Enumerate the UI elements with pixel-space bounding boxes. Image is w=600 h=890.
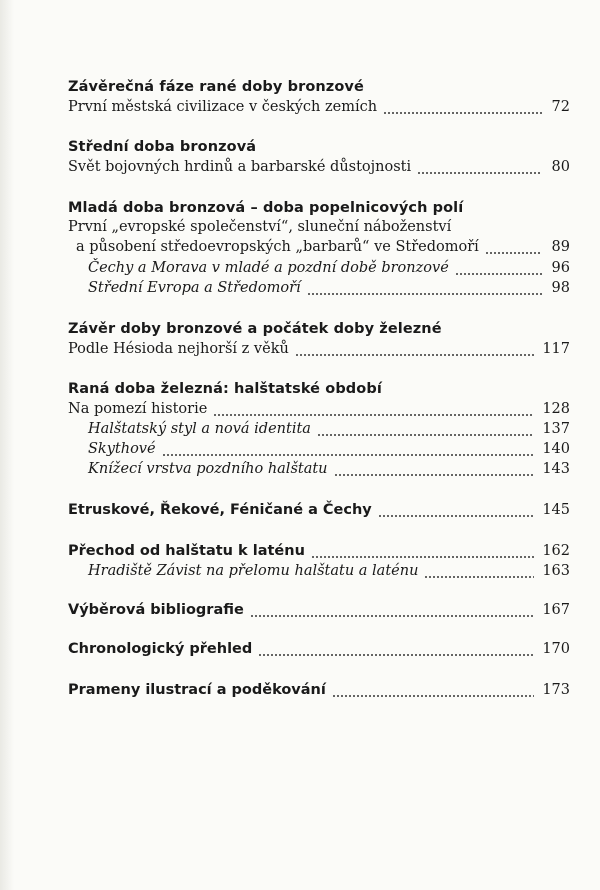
page-number: 163: [542, 563, 570, 579]
leader-dots: [424, 576, 534, 578]
toc-heading-entry[interactable]: [68, 543, 570, 563]
page-number: 162: [542, 543, 570, 559]
leader-dots: [317, 434, 534, 436]
toc-subentry[interactable]: [88, 260, 570, 280]
section-heading: Prameny ilustrací a poděkování: [68, 682, 326, 698]
entry-title: Střední Evropa a Středomoří: [88, 280, 301, 296]
toc-subentry[interactable]: [88, 461, 570, 481]
section-heading: Závěr doby bronzové a počátek doby železné: [68, 321, 442, 337]
toc-subentry[interactable]: [88, 563, 570, 583]
toc-entry[interactable]: [68, 401, 570, 421]
section-heading: Raná doba železná: halštatské období: [68, 381, 382, 397]
leader-dots: [332, 695, 534, 697]
entry-title: Svět bojovných hrdinů a barbarské důstojnosti: [68, 159, 412, 175]
leader-dots: [485, 252, 542, 254]
page-number: 80: [551, 159, 570, 175]
section-heading: Přechod od halštatu k laténu: [68, 543, 305, 559]
toc-entry[interactable]: [68, 159, 570, 179]
entry-title: Čechy a Morava v mladé a pozdní době bronzové: [88, 260, 449, 276]
leader-dots: [378, 515, 535, 517]
page-number: 137: [542, 421, 570, 437]
entry-title: a působení středoevropských „barbarů“ ve Středomoří: [76, 239, 479, 255]
section-heading: Chronologický přehled: [68, 641, 253, 657]
leader-dots: [417, 172, 542, 174]
leader-dots: [162, 454, 535, 456]
toc-subentry[interactable]: [88, 421, 570, 441]
toc-heading-entry[interactable]: [68, 502, 570, 522]
leader-dots: [383, 112, 542, 114]
page-number: 89: [551, 239, 570, 255]
page-number: 96: [551, 260, 570, 276]
leader-dots: [295, 354, 534, 356]
toc-subentry[interactable]: [88, 441, 570, 461]
entry-title: Na pomezí historie: [68, 401, 208, 417]
page-number: 173: [542, 682, 570, 698]
page-number: 128: [542, 401, 570, 417]
leader-dots: [334, 474, 535, 476]
entry-title-line: První „evropské společenství“, sluneční náboženství: [68, 219, 452, 235]
toc-heading-entry[interactable]: [68, 641, 570, 661]
page-number: 145: [542, 502, 570, 518]
entry-title: Halštatský styl a nová identita: [88, 421, 311, 437]
leader-dots: [213, 414, 534, 416]
page-number: 72: [551, 99, 570, 115]
section-heading: Střední doba bronzová: [68, 139, 257, 155]
leader-dots: [258, 654, 534, 656]
entry-title: Knížecí vrstva pozdního halštatu: [88, 461, 328, 477]
toc-entry[interactable]: [68, 99, 570, 119]
section-heading: Etruskové, Řekové, Féničané a Čechy: [68, 502, 372, 518]
entry-title: Skythové: [88, 441, 156, 457]
leader-dots: [455, 273, 542, 275]
page-number: 143: [542, 461, 570, 477]
page-number: 170: [542, 641, 570, 657]
page-number: 167: [542, 602, 570, 618]
section-heading: Mladá doba bronzová – doba popelnicových polí: [68, 200, 464, 216]
toc-heading-entry[interactable]: [68, 682, 570, 702]
entry-title: První městská civilizace v českých zemích: [68, 99, 378, 115]
page-number: 117: [542, 341, 570, 357]
toc-subentry[interactable]: [88, 280, 570, 300]
page-number: 140: [542, 441, 570, 457]
page-number: 98: [551, 280, 570, 296]
entry-title: Hradiště Závist na přelomu halštatu a laténu: [88, 563, 419, 579]
section-heading: Výběrová bibliografie: [68, 602, 244, 618]
leader-dots: [307, 293, 542, 295]
leader-dots: [311, 556, 534, 558]
toc-entry[interactable]: [76, 239, 570, 259]
toc-heading-entry[interactable]: [68, 602, 570, 622]
entry-title: Podle Hésioda nejhorší z věků: [68, 341, 289, 357]
leader-dots: [250, 615, 535, 617]
toc-entry[interactable]: [68, 341, 570, 361]
page-edge: [0, 0, 14, 890]
section-heading: Závěrečná fáze rané doby bronzové: [68, 79, 364, 95]
